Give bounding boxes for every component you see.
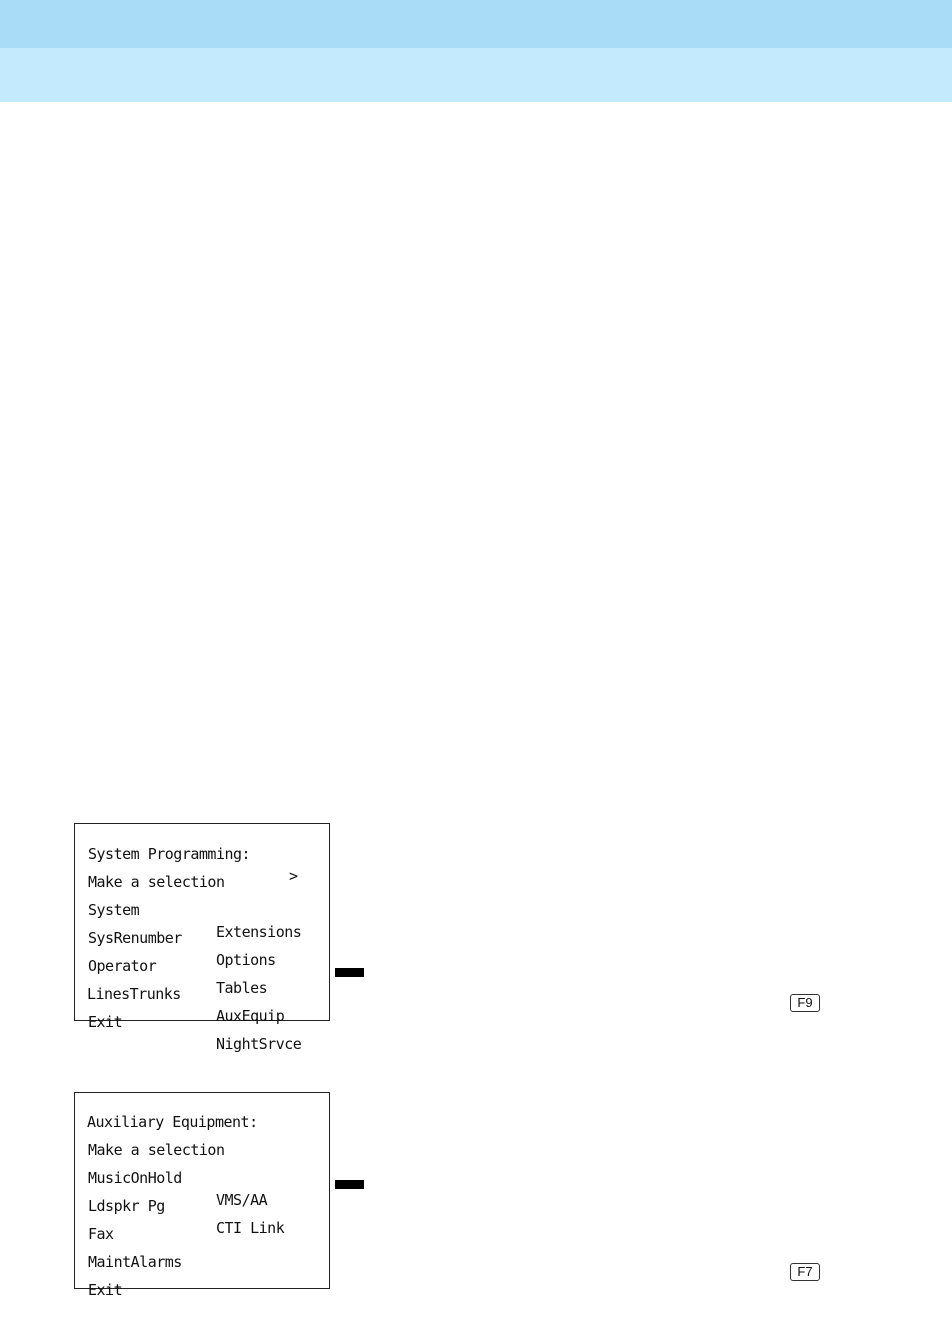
option-sysrenumber[interactable]: SysRenumber: [88, 929, 182, 947]
option-extensions[interactable]: Extensions: [216, 923, 302, 941]
option-ldspkr-pg[interactable]: Ldspkr Pg: [88, 1197, 165, 1215]
option-fax[interactable]: Fax: [88, 1225, 114, 1243]
option-operator[interactable]: Operator: [88, 957, 157, 975]
selection-marker: [335, 968, 364, 977]
option-cti-link[interactable]: CTI Link: [216, 1219, 285, 1237]
screen-title: System Programming:: [88, 845, 251, 863]
screen-title-row: [75, 1089, 329, 1131]
option-auxequip[interactable]: AuxEquip: [216, 1007, 285, 1025]
screen-prompt: Make a selection: [88, 873, 225, 891]
option-musiconhold[interactable]: MusicOnHold: [88, 1169, 182, 1187]
option-maintalarms[interactable]: MaintAlarms: [88, 1253, 182, 1271]
option-system[interactable]: System: [88, 901, 140, 919]
option-exit[interactable]: Exit: [88, 1013, 123, 1031]
prompt-row: [75, 849, 329, 891]
function-key-f7[interactable]: F7: [790, 1263, 820, 1281]
prompt-row: [75, 1117, 329, 1159]
option-vms-aa[interactable]: VMS/AA: [216, 1191, 268, 1209]
option-options[interactable]: Options: [216, 951, 276, 969]
screen-title: Auxiliary Equipment:: [87, 1113, 258, 1131]
header-band-bottom: [0, 48, 952, 102]
option-nightsrvce[interactable]: NightSrvce: [216, 1035, 302, 1053]
option-row: [75, 1229, 329, 1271]
auxiliary-equipment-screen: [74, 1092, 330, 1299]
header-band-top: [0, 0, 952, 48]
option-linestrunks[interactable]: LinesTrunks: [87, 985, 181, 1003]
option-row: [75, 1257, 329, 1299]
option-exit[interactable]: Exit: [88, 1281, 123, 1299]
option-tables[interactable]: Tables: [216, 979, 268, 997]
selection-marker: [335, 1180, 364, 1189]
system-programming-screen: [74, 823, 330, 1053]
function-key-f9[interactable]: F9: [790, 994, 820, 1012]
more-indicator: >: [289, 867, 298, 885]
screen-prompt: Make a selection: [88, 1141, 225, 1159]
